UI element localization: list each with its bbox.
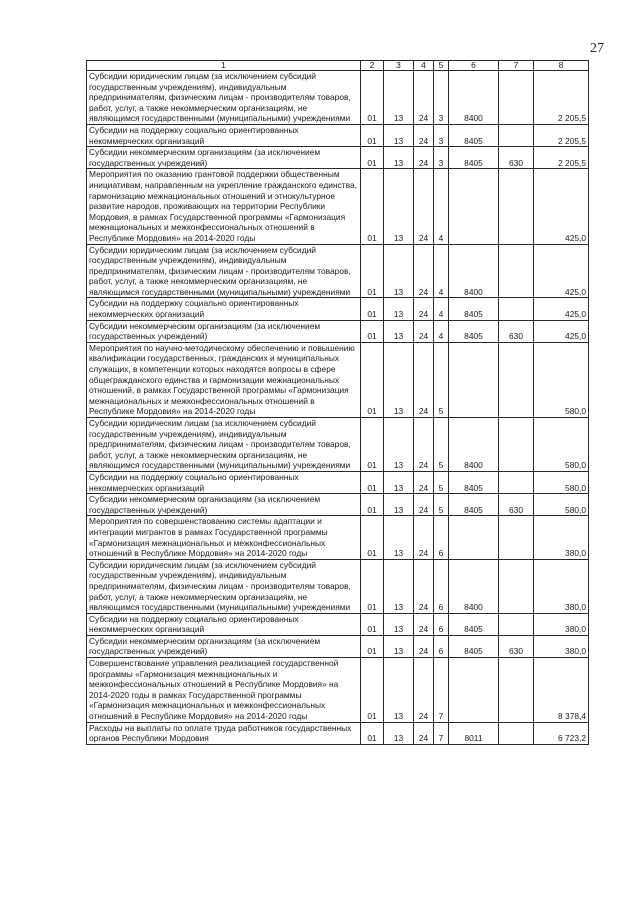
row-section: 01 <box>361 169 384 244</box>
table-row <box>87 516 589 559</box>
table-row <box>87 169 589 244</box>
row-expense-type <box>499 559 534 613</box>
row-subprogram: 3 <box>434 71 449 125</box>
row-amount: 580,0 <box>534 471 589 493</box>
table-row <box>87 298 589 320</box>
row-section: 01 <box>361 516 384 559</box>
row-subsection: 13 <box>384 169 414 244</box>
row-target-item <box>449 169 499 244</box>
row-name: Субсидии на поддержку социально ориентированных некоммерческих организаций <box>87 124 361 146</box>
row-subsection: 13 <box>384 244 414 298</box>
header-col-3: 3 <box>384 61 414 71</box>
row-subprogram: 4 <box>434 298 449 320</box>
row-subprogram: 5 <box>434 494 449 516</box>
row-target-item: 8011 <box>449 722 499 744</box>
table-row <box>87 658 589 723</box>
row-target-item: 8405 <box>449 124 499 146</box>
table-row <box>87 418 589 472</box>
header-col-1: 1 <box>87 61 361 71</box>
row-name: Субсидии некоммерческим организациям (за исключением государственных учреждений) <box>87 635 361 657</box>
header-col-7: 7 <box>499 61 534 71</box>
row-program: 24 <box>414 71 434 125</box>
row-name: Расходы на выплаты по оплате труда работников государственных органов Республики Мордовия <box>87 722 361 744</box>
row-name: Субсидии некоммерческим организациям (за исключением государственных учреждений) <box>87 494 361 516</box>
row-expense-type <box>499 244 534 298</box>
table-row <box>87 613 589 635</box>
row-section: 01 <box>361 244 384 298</box>
row-amount: 2 205,5 <box>534 147 589 169</box>
row-subprogram: 5 <box>434 342 449 417</box>
row-expense-type <box>499 516 534 559</box>
row-program: 24 <box>414 722 434 744</box>
row-subprogram: 4 <box>434 244 449 298</box>
row-subprogram: 6 <box>434 516 449 559</box>
row-program: 24 <box>414 147 434 169</box>
table-row <box>87 722 589 744</box>
row-amount: 580,0 <box>534 494 589 516</box>
row-target-item <box>449 516 499 559</box>
row-subprogram: 6 <box>434 559 449 613</box>
table-row <box>87 635 589 657</box>
table-body <box>87 71 589 745</box>
row-section: 01 <box>361 494 384 516</box>
table-row <box>87 244 589 298</box>
table-row <box>87 320 589 342</box>
row-subprogram: 3 <box>434 147 449 169</box>
row-program: 24 <box>414 418 434 472</box>
row-expense-type: 630 <box>499 320 534 342</box>
row-section: 01 <box>361 471 384 493</box>
table-header <box>87 61 589 71</box>
table-row <box>87 342 589 417</box>
row-name: Субсидии некоммерческим организациям (за исключением государственных учреждений) <box>87 147 361 169</box>
row-subsection: 13 <box>384 658 414 723</box>
row-subsection: 13 <box>384 471 414 493</box>
row-subprogram: 3 <box>434 124 449 146</box>
row-amount: 425,0 <box>534 298 589 320</box>
row-target-item: 8400 <box>449 244 499 298</box>
row-target-item: 8405 <box>449 494 499 516</box>
row-expense-type <box>499 722 534 744</box>
row-amount: 2 205,5 <box>534 124 589 146</box>
row-program: 24 <box>414 320 434 342</box>
row-amount: 380,0 <box>534 559 589 613</box>
row-amount: 580,0 <box>534 418 589 472</box>
row-subsection: 13 <box>384 71 414 125</box>
row-section: 01 <box>361 320 384 342</box>
row-section: 01 <box>361 298 384 320</box>
row-expense-type <box>499 169 534 244</box>
row-amount: 8 378,4 <box>534 658 589 723</box>
row-subsection: 13 <box>384 613 414 635</box>
row-name: Мероприятия по совершенствованию системы адаптации и интеграции мигрантов в рамках Государственной программы «Гармонизация межнациональных и межконфессиональных отношений в Республике Мордовия» на 2014-2020 годы <box>87 516 361 559</box>
row-name: Субсидии на поддержку социально ориентированных некоммерческих организаций <box>87 471 361 493</box>
row-subsection: 13 <box>384 559 414 613</box>
row-expense-type <box>499 471 534 493</box>
row-amount: 6 723,2 <box>534 722 589 744</box>
row-subprogram: 4 <box>434 320 449 342</box>
row-expense-type: 630 <box>499 635 534 657</box>
row-name: Субсидии на поддержку социально ориентированных некоммерческих организаций <box>87 613 361 635</box>
row-program: 24 <box>414 613 434 635</box>
budget-table <box>86 60 589 745</box>
row-subsection: 13 <box>384 635 414 657</box>
row-expense-type <box>499 298 534 320</box>
table-row <box>87 559 589 613</box>
row-section: 01 <box>361 613 384 635</box>
row-program: 24 <box>414 244 434 298</box>
row-section: 01 <box>361 658 384 723</box>
row-amount: 2 205,5 <box>534 71 589 125</box>
row-name: Мероприятия по оказанию грантовой поддержки общественным инициативам, направленным на укрепление гражданского единства, гармонизацию межнациональных отношений и этнокультурное развитие народов, проживающих на территории Республики Мордовия, в рамках Государственной программы «Гармонизация межнациональных и межконфессиональных отношений в Республике Мордовия» на 2014-2020 годы <box>87 169 361 244</box>
row-subprogram: 7 <box>434 722 449 744</box>
row-name: Субсидии юридическим лицам (за исключением субсидий государственным учреждениям), индивидуальным предпринимателям, физическим лицам - производителям товаров, работ, услуг, а также некоммерческим организациям, не являющимся государственными (муниципальными) учреждениями <box>87 244 361 298</box>
row-target-item <box>449 342 499 417</box>
row-subprogram: 5 <box>434 471 449 493</box>
header-col-2: 2 <box>361 61 384 71</box>
row-subprogram: 6 <box>434 635 449 657</box>
row-subsection: 13 <box>384 516 414 559</box>
row-amount: 380,0 <box>534 516 589 559</box>
table-row <box>87 494 589 516</box>
table-row <box>87 471 589 493</box>
row-expense-type <box>499 342 534 417</box>
row-expense-type: 630 <box>499 147 534 169</box>
row-name: Субсидии некоммерческим организациям (за исключением государственных учреждений) <box>87 320 361 342</box>
row-program: 24 <box>414 635 434 657</box>
row-program: 24 <box>414 124 434 146</box>
row-subsection: 13 <box>384 147 414 169</box>
row-program: 24 <box>414 342 434 417</box>
table-row <box>87 71 589 125</box>
row-program: 24 <box>414 494 434 516</box>
row-target-item: 8400 <box>449 418 499 472</box>
row-target-item: 8400 <box>449 71 499 125</box>
row-amount: 380,0 <box>534 635 589 657</box>
table-row <box>87 124 589 146</box>
row-section: 01 <box>361 635 384 657</box>
row-program: 24 <box>414 471 434 493</box>
row-subsection: 13 <box>384 298 414 320</box>
row-amount: 425,0 <box>534 244 589 298</box>
row-section: 01 <box>361 559 384 613</box>
table-row <box>87 147 589 169</box>
row-name: Субсидии юридическим лицам (за исключением субсидий государственным учреждениям), индивидуальным предпринимателям, физическим лицам - производителям товаров, работ, услуг, а также некоммерческим организациям, не являющимся государственными (муниципальными) учреждениями <box>87 71 361 125</box>
header-col-5: 5 <box>434 61 449 71</box>
row-target-item: 8405 <box>449 471 499 493</box>
row-section: 01 <box>361 147 384 169</box>
row-target-item: 8405 <box>449 320 499 342</box>
row-expense-type <box>499 658 534 723</box>
row-target-item: 8405 <box>449 298 499 320</box>
row-program: 24 <box>414 658 434 723</box>
row-target-item: 8405 <box>449 613 499 635</box>
header-col-8: 8 <box>534 61 589 71</box>
row-name: Субсидии юридическим лицам (за исключением субсидий государственным учреждениям), индивидуальным предпринимателям, физическим лицам - производителям товаров, работ, услуг, а также некоммерческим организациям, не являющимся государственными (муниципальными) учреждениями <box>87 418 361 472</box>
row-section: 01 <box>361 71 384 125</box>
row-section: 01 <box>361 722 384 744</box>
row-subsection: 13 <box>384 494 414 516</box>
page-number: 27 <box>590 41 604 56</box>
row-subsection: 13 <box>384 320 414 342</box>
row-target-item <box>449 658 499 723</box>
row-amount: 580,0 <box>534 342 589 417</box>
row-amount: 380,0 <box>534 613 589 635</box>
row-subprogram: 4 <box>434 169 449 244</box>
row-subprogram: 5 <box>434 418 449 472</box>
row-amount: 425,0 <box>534 169 589 244</box>
row-subprogram: 6 <box>434 613 449 635</box>
row-target-item: 8405 <box>449 147 499 169</box>
row-target-item: 8400 <box>449 559 499 613</box>
row-expense-type <box>499 613 534 635</box>
row-section: 01 <box>361 342 384 417</box>
row-program: 24 <box>414 169 434 244</box>
row-subsection: 13 <box>384 722 414 744</box>
row-target-item: 8405 <box>449 635 499 657</box>
row-section: 01 <box>361 418 384 472</box>
row-expense-type <box>499 124 534 146</box>
row-subsection: 13 <box>384 124 414 146</box>
row-name: Совершенствование управления реализацией государственной программы «Гармонизация межнациональных и межконфессиональных отношений в Республике Мордовия» на 2014-2020 годы в рамках Государственной программы «Гармонизация межнациональных и межконфессиональных отношений в Республике Мордовия» на 2014-2020 годы <box>87 658 361 723</box>
row-name: Мероприятия по научно-методическому обеспечению и повышению квалификации государственных, гражданских и муниципальных служащих, в компетенции которых находятся вопросы в сфере общегражданского единства и гармонизации межнациональных отношений, в рамках Государственной программы «Гармонизация межнациональных и межконфессиональных отношений в Республике Мордовия» на 2014-2020 годы <box>87 342 361 417</box>
row-program: 24 <box>414 559 434 613</box>
row-name: Субсидии на поддержку социально ориентированных некоммерческих организаций <box>87 298 361 320</box>
row-expense-type <box>499 71 534 125</box>
row-program: 24 <box>414 298 434 320</box>
row-subsection: 13 <box>384 342 414 417</box>
row-amount: 425,0 <box>534 320 589 342</box>
row-name: Субсидии юридическим лицам (за исключением субсидий государственным учреждениям), индивидуальным предпринимателям, физическим лицам - производителям товаров, работ, услуг, а также некоммерческим организациям, не являющимся государственными (муниципальными) учреждениями <box>87 559 361 613</box>
header-col-4: 4 <box>414 61 434 71</box>
row-subsection: 13 <box>384 418 414 472</box>
row-expense-type <box>499 418 534 472</box>
row-program: 24 <box>414 516 434 559</box>
header-col-6: 6 <box>449 61 499 71</box>
row-section: 01 <box>361 124 384 146</box>
row-expense-type: 630 <box>499 494 534 516</box>
row-subprogram: 7 <box>434 658 449 723</box>
